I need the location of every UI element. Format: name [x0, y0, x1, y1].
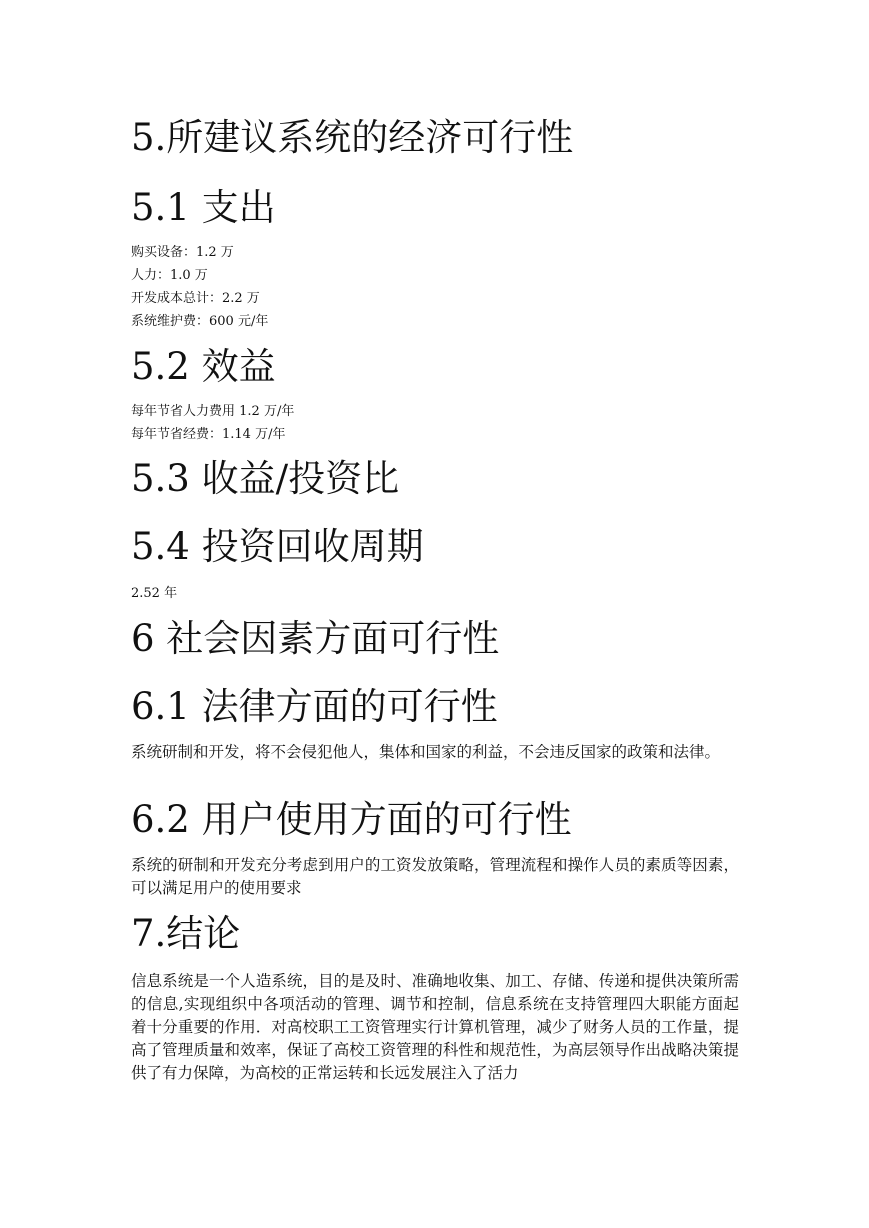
section-5-2-heading: 5.2 效益: [131, 345, 276, 388]
benefit-labor-saving: 每年节省人力费用 1.2 万/年: [131, 404, 295, 419]
payback-period-value: 2.52 年: [131, 586, 178, 601]
user-feasibility-text: 系统的研制和开发充分考虑到用户的工资发放策略，管理流程和操作人员的素质等因素，可以满足用户的使用要求: [131, 856, 739, 897]
section-6-heading: 6 社会因素方面可行性: [131, 617, 500, 660]
expense-equipment: 购买设备：1.2 万: [131, 245, 234, 260]
section-5-3-heading: 5.3 收益/投资比: [131, 457, 400, 500]
section-6-1-heading: 6.1 法律方面的可行性: [131, 685, 498, 728]
legal-feasibility-text: 系统研制和开发，将不会侵犯他人，集体和国家的利益，不会违反国家的政策和法律。: [131, 743, 721, 761]
section-5-4-heading: 5.4 投资回收周期: [131, 525, 424, 568]
conclusion-text: 信息系统是一个人造系统，目的是及时、准确地收集、加工、存储、传递和提供决策所需的信息,实现组织中各项活动的管理、调节和控制，信息系统在支持管理四大职能方面起着十分重要的作用．对高校职工工资管理实行计算机管理，减少了财务人员的工作量，提高了管理质量和效率，保证了高校工资管理的科性和规范性，为高层领导作出战略决策提供了有力保障，为高校的正常运转和长远发展注入了活力: [131, 972, 739, 1082]
section-6-2-heading: 6.2 用户使用方面的可行性: [131, 798, 572, 841]
section-5-heading: 5.所建议系统的经济可行性: [131, 116, 574, 159]
benefit-cost-saving: 每年节省经费：1.14 万/年: [131, 427, 286, 442]
section-7-heading: 7.结论: [131, 912, 241, 955]
expense-labor: 人力：1.0 万: [131, 268, 208, 283]
section-5-1-heading: 5.1 支出: [131, 186, 276, 229]
expense-maintenance: 系统维护费：600 元/年: [131, 314, 269, 329]
expense-total: 开发成本总计：2.2 万: [131, 291, 260, 306]
